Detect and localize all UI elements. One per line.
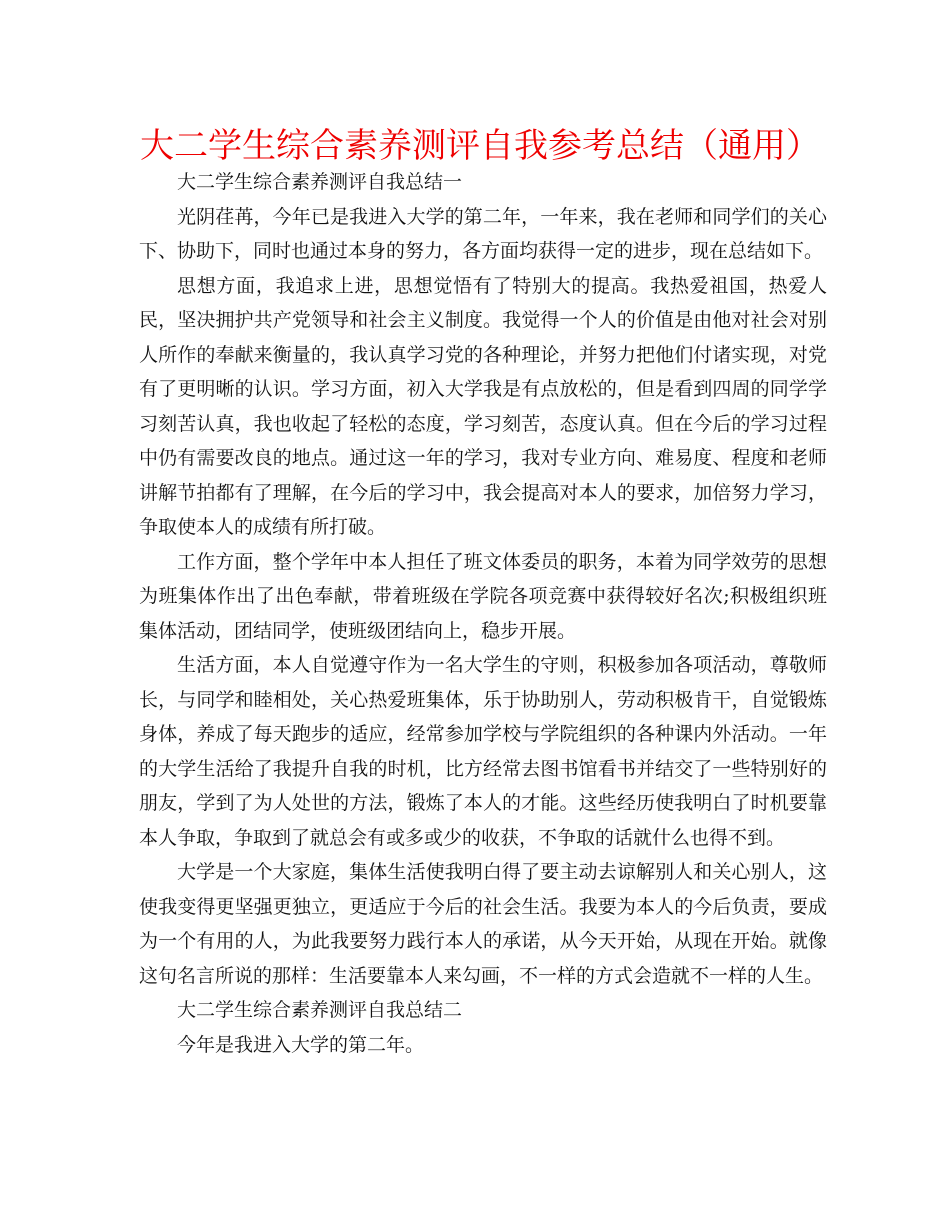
document-title: 大二学生综合素养测评自我参考总结（通用） [140, 126, 820, 166]
paragraph-life: 生活方面，本人自觉遵守作为一名大学生的守则，积极参加各项活动，尊敬师长，与同学和睦相处，关心热爱班集体，乐于协助别人，劳动积极肯干，自觉锻炼身体，养成了每天跑步的适应，经常参加学校与学院组织的各种课内外活动。一年的大学生活给了我提升自我的时机，比方经常去图书馆看书并结交了一些特别好的朋友，学到了为人处世的方法，锻炼了本人的才能。这些经历使我明白了时机要靠本人争取，争取到了就总会有或多或少的收获，不争取的话就什么也得不到。 [139, 654, 827, 849]
section-heading-1: 大二学生综合素养测评自我总结一 [177, 171, 463, 193]
document-body [139, 165, 827, 1062]
paragraph-second-intro: 今年是我进入大学的第二年。 [177, 1033, 425, 1056]
paragraph-work: 工作方面，整个学年中本人担任了班文体委员的职务，本着为同学效劳的思想为班集体作出了出色奉献，带着班级在学院各项竞赛中获得较好名次;积极组织班集体活动，团结同学，使班级团结向上，稳步开展。 [139, 550, 827, 642]
paragraph-family: 大学是一个大家庭，集体生活使我明白得了要主动去谅解别人和关心别人，这使我变得更坚强更独立，更适应于今后的社会生活。我要为本人的今后负责，要成为一个有用的人，为此我要努力践行本人的承诺，从今天开始，从现在开始。就像这句名言所说的那样：生活要靠本人来勾画，不一样的方式会造就不一样的人生。 [139, 861, 827, 987]
paragraph-thought-study: 思想方面，我追求上进，思想觉悟有了特别大的提高。我热爱祖国，热爱人民，坚决拥护共产党领导和社会主义制度。我觉得一个人的价值是由他对社会对别人所作的奉献来衡量的，我认真学习党的各种理论，并努力把他们付诸实现，对党有了更明晰的认识。学习方面，初入大学我是有点放松的，但是看到四周的同学学习刻苦认真，我也收起了轻松的态度，学习刻苦，态度认真。但在今后的学习过程中仍有需要改良的地点。通过这一年的学习，我对专业方向、难易度、程度和老师讲解节拍都有了理解，在今后的学习中，我会提高对本人的要求，加倍努力学习，争取使本人的成绩有所打破。 [139, 274, 827, 538]
paragraph-intro: 光阴荏苒，今年已是我进入大学的第二年，一年来，我在老师和同学们的关心下、协助下，同时也通过本身的努力，各方面均获得一定的进步，现在总结如下。 [139, 205, 827, 262]
section-heading-2: 大二学生综合素养测评自我总结二 [177, 999, 463, 1021]
